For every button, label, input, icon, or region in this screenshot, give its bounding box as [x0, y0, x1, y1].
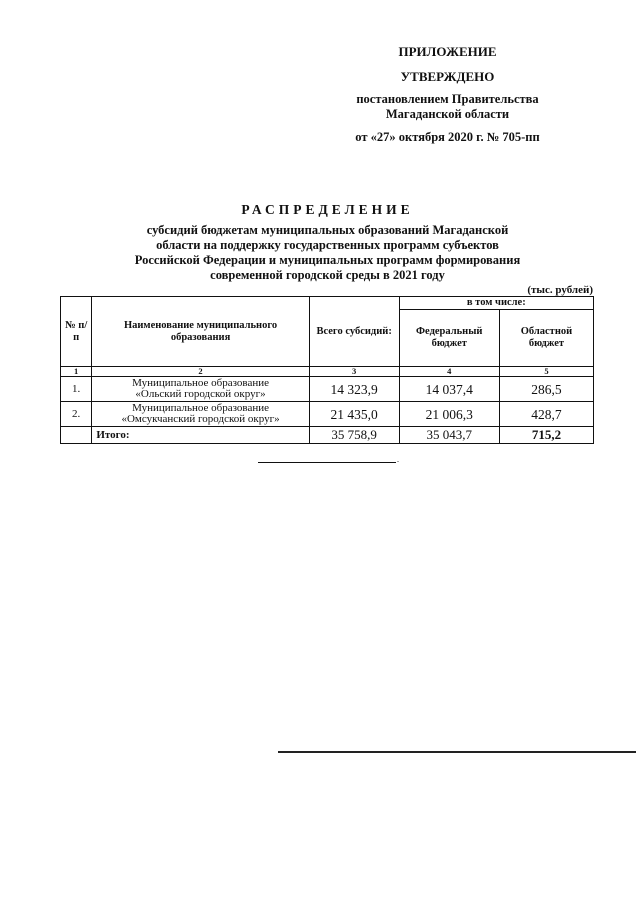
row-name-line-2: «Омсукчанский городской округ»: [121, 413, 280, 425]
trailing-dot: .: [397, 455, 399, 464]
document-subtitle: [80, 223, 575, 283]
row-name-line-2: «Ольский городской округ»: [135, 388, 266, 400]
row-federal: 14 037,4: [399, 377, 499, 402]
resolution-date-number: от «27» октября 2020 г. № 705-пп: [355, 130, 540, 144]
table-row: [61, 377, 594, 402]
subtitle-line-3: Российской Федерации и муниципальных программ формирования: [134, 253, 521, 267]
header-federal: Федеральный бюджет: [399, 310, 499, 367]
row-name-line-1: Муниципальное образование: [132, 402, 269, 414]
column-number: 3: [309, 367, 399, 377]
scan-edge-line: [278, 751, 636, 753]
row-num: 2.: [61, 402, 92, 427]
row-name: [92, 402, 309, 427]
header-regional: Областной бюджет: [499, 310, 593, 367]
header-including: в том числе:: [399, 297, 593, 310]
unit-label: (тыс. рублей): [527, 284, 593, 296]
column-number: 4: [399, 367, 499, 377]
approved-label: УТВЕРЖДЕНО: [400, 69, 495, 84]
subtitle-line-2: области на поддержку государственных программ субъектов: [156, 238, 499, 252]
signature-separator-line: [258, 462, 396, 463]
header-name: Наименование муниципального образования: [92, 297, 309, 367]
header-num: № п/п: [61, 297, 92, 367]
row-total: 14 323,9: [309, 377, 399, 402]
row-name: [92, 377, 309, 402]
column-number: 2: [92, 367, 309, 377]
resolution-line-2: Магаданской области: [385, 107, 510, 121]
appendix-label: ПРИЛОЖЕНИЕ: [398, 44, 497, 59]
table-row: [61, 402, 594, 427]
totals-empty-cell: [61, 427, 92, 444]
distribution-table: [60, 296, 594, 444]
subtitle-line-1: субсидий бюджетам муниципальных образований Магаданской: [146, 223, 509, 237]
row-name-line-1: Муниципальное образование: [132, 377, 269, 389]
totals-total: 35 758,9: [309, 427, 399, 444]
row-total: 21 435,0: [309, 402, 399, 427]
row-regional: 428,7: [499, 402, 593, 427]
resolution-text: [320, 92, 575, 122]
row-regional: 286,5: [499, 377, 593, 402]
totals-regional: 715,2: [499, 427, 593, 444]
totals-label: Итого:: [92, 427, 309, 444]
resolution-line-1: постановлением Правительства: [356, 92, 539, 106]
document-title: РАСПРЕДЕЛЕНИЕ: [241, 202, 414, 217]
totals-federal: 35 043,7: [399, 427, 499, 444]
document-header: [320, 44, 575, 145]
row-num: 1.: [61, 377, 92, 402]
column-number-row: [61, 367, 594, 377]
column-number: 5: [499, 367, 593, 377]
column-number: 1: [61, 367, 92, 377]
table-header-row: [61, 297, 594, 310]
subtitle-line-4: современной городской среды в 2021 году: [210, 268, 445, 282]
header-total: Всего субсидий:: [309, 297, 399, 367]
row-federal: 21 006,3: [399, 402, 499, 427]
totals-row: [61, 427, 594, 444]
